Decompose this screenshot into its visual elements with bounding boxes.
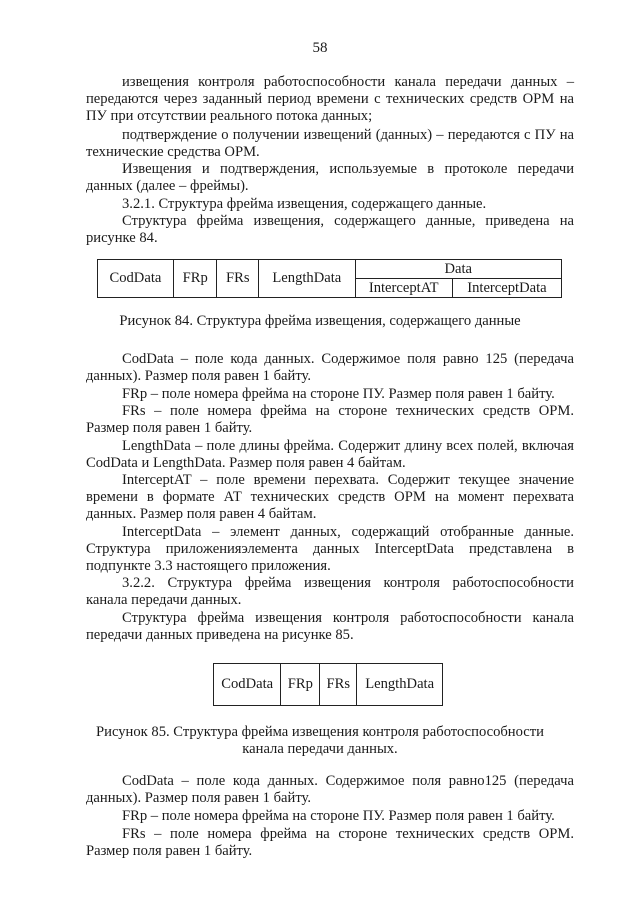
figure-85-frame-table (213, 663, 443, 706)
paragraph-interceptdata: InterceptData – элемент данных, содержащий отобранные данные. Структура приложенияэлемента данных InterceptData представлена в подпункте 3.3 настоящего приложения. (86, 524, 574, 575)
cell-frp: FRp (281, 664, 320, 706)
paragraph-confirmation: подтверждение о получении извещений (данных) – передаются с ПУ на технические средства ОРМ. (86, 127, 574, 161)
cell-coddata: CodData (98, 260, 174, 298)
paragraph-coddata: CodData – поле кода данных. Содержимое поля равно 125 (передача данных). Размер поля равен 1 байту. (86, 351, 574, 385)
cell-frp: FRp (173, 260, 217, 298)
paragraph-figure-84-ref: Структура фрейма извещения, содержащего данные, приведена на рисунке 84. (86, 213, 574, 247)
paragraph-lengthdata: LengthData – поле длины фрейма. Содержит длину всех полей, включая CodData и LengthData. Размер поля равен 4 байтам. (86, 438, 574, 472)
section-heading-3-2-2: 3.2.2. Структура фрейма извещения контроля работоспособности канала передачи данных. (86, 575, 574, 609)
paragraph-frs-85: FRs – поле номера фрейма на стороне технических средств ОРМ. Размер поля равен 1 байту. (86, 826, 574, 860)
section-heading-3-2-1: 3.2.1. Структура фрейма извещения, содержащего данные. (122, 196, 487, 212)
cell-lengthdata: LengthData (259, 260, 355, 298)
figure-84-frame-table (97, 259, 562, 298)
caption-figure-84: Рисунок 84. Структура фрейма извещения, содержащего данные (119, 313, 521, 329)
paragraph-interceptat: InterceptAT – поле времени перехвата. Содержит текущее значение времени в формате АТ технических средств ОРМ на момент перехвата данных. Размер поля равен 4 байтам. (86, 472, 574, 523)
page-number: 58 (312, 40, 328, 56)
paragraph-frs: FRs – поле номера фрейма на стороне технических средств ОРМ. Размер поля равен 1 байту. (86, 403, 574, 437)
cell-frs: FRs (320, 664, 357, 706)
paragraph-figure-85-ref: Структура фрейма извещения контроля работоспособности канала передачи данных приведена на рисунке 85. (86, 610, 574, 644)
caption-figure-85-line-2: канала передачи данных. (242, 741, 398, 758)
paragraph-frames-definition: Извещения и подтверждения, используемые в протоколе передачи данных (далее – фреймы). (86, 161, 574, 195)
caption-figure-85-line-1: Рисунок 85. Структура фрейма извещения контроля работоспособности (96, 724, 544, 740)
paragraph-frp: FRp – поле номера фрейма на стороне ПУ. Размер поля равен 1 байту. (122, 386, 555, 402)
cell-data-header: Data (355, 260, 561, 279)
caption-figure-85 (60, 724, 580, 758)
cell-interceptat: InterceptAT (355, 279, 452, 298)
cell-coddata: CodData (214, 664, 281, 706)
paragraph-notification-control: извещения контроля работоспособности канала передачи данных – передаются через заданный период времени с технических средств ОРМ на ПУ при отсутствии реального потока данных; (86, 74, 574, 125)
cell-interceptdata: InterceptData (452, 279, 561, 298)
cell-lengthdata: LengthData (357, 664, 443, 706)
paragraph-coddata-85: CodData – поле кода данных. Содержимое поля равно125 (передача данных). Размер поля равен 1 байту. (86, 773, 574, 807)
paragraph-frp-85: FRp – поле номера фрейма на стороне ПУ. Размер поля равен 1 байту. (122, 808, 555, 824)
cell-frs: FRs (217, 260, 259, 298)
